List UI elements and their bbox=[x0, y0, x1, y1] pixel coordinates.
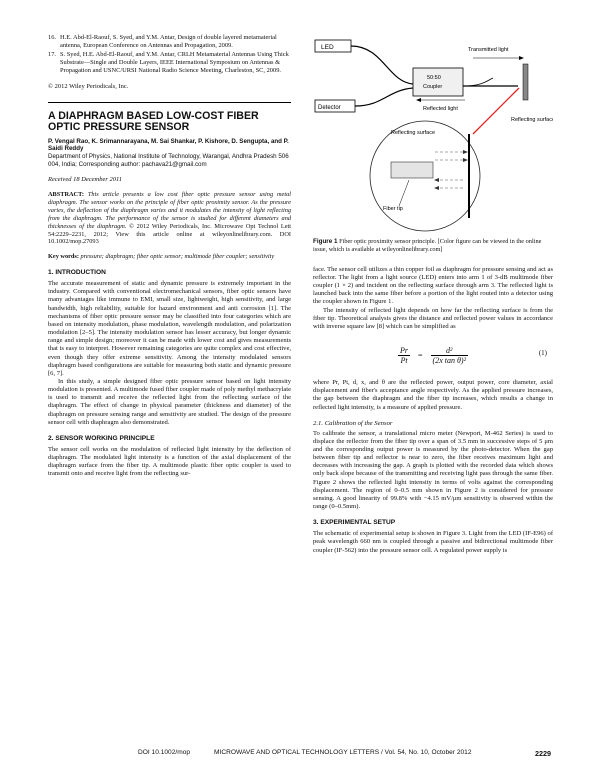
equation-rhs-num: d² bbox=[446, 345, 453, 355]
abstract bbox=[48, 191, 291, 246]
paragraph: The accurate measurement of static and dynamic pressure is extremely important in the industry. Compared with conventional electromechanical sensors, fiber optic sensors have many advantages like immune to EMI, small size, lightweight, high sensitivity, and large bandwidth, high reliability, suitable for hazard environment and anti corrosion [1]. The mechanisms of fiber optic pressure sensor may be classified into four categories which are based on intensity modulation, phase modulation, wavelength modulation, and polarization modulation [2–5]. The intensity modulation sensor has lesser accuracy, but longer dynamic range and simple design; moreover it can be made with lower cost and gives measurements that is easy to interpret. However remaining categories are quite complex and cost effective, even though they offer extreme sensitivity. Among the intensity modulated sensors diaphragm based configurations are suitable for measuring both static and dynamic pressure [6, 7]. bbox=[48, 280, 291, 377]
right-body bbox=[313, 266, 553, 331]
copyright-notice: © 2012 Wiley Periodicals, Inc. bbox=[48, 82, 129, 90]
section-heading-principle: 2. SENSOR WORKING PRINCIPLE bbox=[48, 434, 155, 442]
coupler-ratio-label: 50:50 bbox=[427, 75, 441, 81]
detector-label: Detector bbox=[318, 105, 341, 111]
reflecting-surface-label-top: Reflecting surface bbox=[511, 117, 553, 123]
section-heading-introduction: 1. INTRODUCTION bbox=[48, 269, 106, 277]
led-fiber bbox=[351, 46, 413, 84]
zoom-pointer bbox=[473, 88, 519, 134]
fiber-tip-body bbox=[391, 162, 433, 178]
paragraph: The sensor cell works on the modulation of reflected light intensity by the deflection of diaphragm. The modulated light intensity is a function of the axial displacement of the diaphragm surface from the fiber tip. A multimode plastic fiber optic coupler is used to transmit onto and receive light from the reflecting sur- bbox=[48, 445, 291, 478]
footer-journal: MICROWAVE AND OPTICAL TECHNOLOGY LETTERS / Vol. 54, No. 10, October 2012 bbox=[214, 749, 472, 756]
right-column bbox=[313, 34, 553, 555]
article-affiliation: Department of Physics, National Institute of Technology, Warangal, Andhra Pradesh 506 004, India; Corresponding author: pachava21@gmail.com bbox=[48, 152, 289, 168]
received-date: Received 18 December 2011 bbox=[48, 176, 123, 184]
equation-lhs bbox=[398, 346, 410, 365]
page-number: 2229 bbox=[535, 749, 551, 758]
reference-text: H.E. Abd-El-Raouf, S. Syed, and Y.M. Antar, Design of double layered metamaterial antenna, European Conference on Antennas and Propagation, 2009. bbox=[60, 34, 277, 49]
abstract-citation: © 2012 Wiley Periodicals, Inc. Microwave Opt Technol Lett 54:2229–2231, 2012; View this article online at wileyonlinelibrary.com. DOI 10.1002/mop.27093 bbox=[48, 222, 291, 246]
article-title: A DIAPHRAGM BASED LOW-COST FIBER OPTIC PRESSURE SENSOR bbox=[48, 109, 259, 134]
equation-rhs bbox=[431, 346, 468, 365]
divider bbox=[48, 102, 291, 103]
right-body-2 bbox=[313, 379, 553, 412]
detector-fiber bbox=[355, 88, 413, 106]
equation-1: $\frac{Pr}{Pt}$ = $\frac{\text{d²}}{\text{(2x tan θ)²}}$ (1) bbox=[400, 345, 547, 365]
figure-1 bbox=[313, 34, 553, 234]
led-label: LED bbox=[321, 44, 334, 51]
section-heading-setup: 3. EXPERIMENTAL SETUP bbox=[313, 519, 396, 527]
abstract-label: ABSTRACT: bbox=[48, 191, 84, 199]
reference-number: 16. bbox=[48, 34, 56, 41]
keywords bbox=[48, 253, 291, 261]
coupler-label: Coupler bbox=[423, 84, 443, 90]
equation-number: (1) bbox=[538, 349, 547, 358]
reflector-plate bbox=[523, 64, 528, 100]
subsection-heading-calibration: 2.1. Calibration of the Sensor bbox=[313, 419, 393, 427]
introduction-body bbox=[48, 280, 291, 427]
bend-fiber bbox=[463, 78, 493, 86]
caption-label: Figure 1 bbox=[313, 238, 338, 245]
reflected-arrowhead bbox=[416, 98, 421, 102]
fiber-tip-label: Fiber tip bbox=[383, 206, 403, 212]
paragraph: face. The sensor cell utilizes a thin copper foil as diaphragm for pressure sensing and act as reflector. The light from a light source (LED) enters into arm 1 of 3-dB multimode fiber coupler (1 × 2) and incident on the reflecting surface through arm 3. The reflected light is launched back into the same fiber before a portion of the light routed into a detector using the coupler shown in Figure 1. bbox=[313, 265, 553, 306]
fiber-sensor-diagram bbox=[313, 34, 553, 234]
setup-body bbox=[313, 530, 553, 554]
left-column bbox=[48, 34, 291, 479]
equation-lhs-num: Pr bbox=[400, 345, 409, 355]
equation-lhs-den: Pt bbox=[400, 355, 408, 365]
reflected-label: Reflected light bbox=[423, 106, 458, 112]
equation-rhs-den: (2x tan θ)² bbox=[432, 355, 466, 365]
footer-doi: DOI 10.1002/mop bbox=[138, 749, 191, 756]
reference-item bbox=[48, 51, 291, 75]
figure-1-caption bbox=[313, 238, 553, 254]
caption-text: Fiber optic proximity sensor principle. [Color figure can be viewed in the online issue, which is available at wileyonlinelibrary.com] bbox=[313, 238, 542, 253]
paragraph: In this study, a simple designed fiber optic pressure sensor based on light intensity modulation is presented. A multimode fused fiber coupler made of poly methyl methacrylate is used to transmit and receive the reflected light from the reflecting surface of the diaphragm. The effect of change in physical parameter (thickness and diameter) of the diaphragm on pressure sensing range and sensitivity are studied. The design of the pressure sensor cell with diaphragm also demonstrated. bbox=[48, 377, 291, 426]
calibration-body bbox=[313, 430, 553, 512]
principle-body bbox=[48, 446, 291, 479]
keywords-text: pressure; diaphragm; fiber optic sensor; multimode fiber coupler; sensitivity bbox=[80, 253, 275, 261]
paragraph: where Pr, Pt, d, x, and θ are the reflected power, output power, core diameter, axial displacement and fiber's acceptance angle respectively. As the applied pressure increases, the gap between the diaphragm and the fiber tip increases, which results a change in reflected light intensity, is a measure of applied pressure. bbox=[313, 379, 553, 411]
reference-item bbox=[48, 34, 291, 50]
reference-list bbox=[48, 34, 291, 75]
reference-number: 17. bbox=[48, 50, 56, 58]
article-authors: P. Vengal Rao, K. Srimannarayana, M. Sai Shankar, P. Kishore, D. Sengupta, and P. Saidi Reddy bbox=[48, 137, 289, 153]
transmitted-label: Transmitted light bbox=[468, 47, 509, 53]
keywords-label: Key words: bbox=[48, 253, 79, 261]
coupler-box bbox=[413, 68, 463, 96]
transmitted-arrowhead bbox=[519, 56, 524, 60]
paragraph: To calibrate the sensor, a translational micro meter (Newport, M-462 Series) is used to displace the reflector from the fiber tip over a span of 3.5 mm in successive steps of 5 μm and the corresponding output power is measured by the photo-detector. When the gap between fiber tip and reflector is near to zero, the fiber receives maximum light and decreases with increasing the gap. A graph is plotted with the recorded data which shows only back slope because of the transmitting and receiving light pass through the same fiber. Figure 2 shows the reflected light intensity in terms of volts against the corresponding displacement. The region of 0–0.5 mm shown in Figure 2 is considered for pressure sensing. A good linearity of 99.8% with −4.15 mV/μm sensitivity is observed within the range (0–0.5mm). bbox=[313, 429, 553, 511]
abstract-text: This article presents a low cost fiber optic pressure sensor using metal diaphragm. The sensor works on the principle of fiber optic proximity sensor. As the pressure varies, the deflection of the diaphragm varies and it modulates the intensity of light reflecting from the diaphragm. The performance of the sensor is studied for different diameters and thicknesses of the diaphragm. bbox=[48, 191, 291, 230]
reference-text: S. Syed, H.E. Abd-El-Raouf, and Y.M. Antar, CRLH Metamaterial Antennas Using Thick Substrate—Single and Double Layers, IEEE International Symposium on Antennas & Propagation and USNC/URSI National Radio Science Meeting, Charleston, SC, 2009. bbox=[60, 50, 289, 74]
paragraph: The schematic of experimental setup is shown in Figure 3. Light from the LED (IF-E96) of peak wavelength 660 nm is coupled through a passive and bidirectional multimode fiber coupler (IF-562) into the pressure sensor cell. A regulated power supply is bbox=[313, 530, 553, 554]
reflecting-surface-label-left: Reflecting surface bbox=[391, 130, 436, 136]
paragraph: The intensity of reflected light depends on how far the reflecting surface is from the fiber tip. Theoretical analysis gives the distance and reflected power values in accordance with inverse square law [8] which can be simplified as bbox=[313, 306, 553, 330]
